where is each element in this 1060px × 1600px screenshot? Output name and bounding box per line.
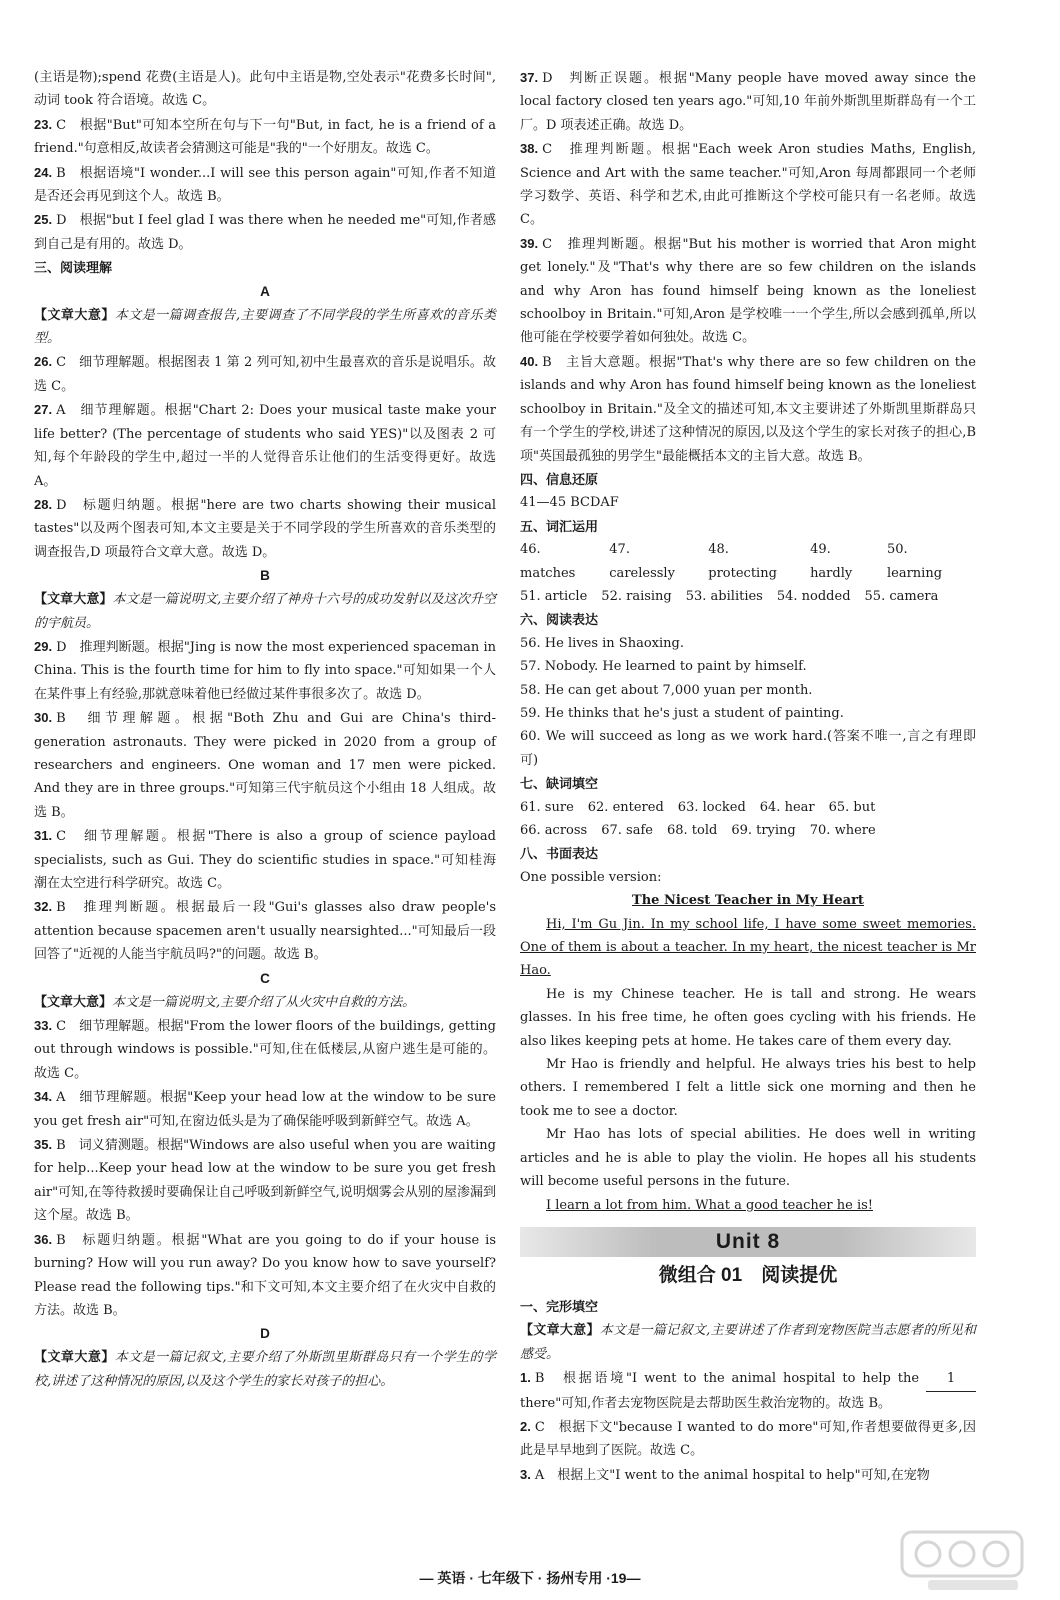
cloze-answers-row: 61. sure 62. entered 63. locked 64. hear 65. but <box>520 799 876 815</box>
reading-answer: 57. Nobody. He learned to paint by himself. <box>520 659 807 675</box>
passage-summary: 【文章大意】本文是一篇说明文,主要介绍了神舟十六号的成功发射以及这次升空的宇航员。 <box>34 591 496 631</box>
essay-paragraph: Hi, I'm Gu Jin. In my school life, I have some sweet memories. One of them is about a teacher. In my heart, the nicest teacher is Mr Hao. <box>520 916 976 979</box>
watermark-logo-icon <box>898 1524 1038 1594</box>
answer-item: 33. C 细节理解题。根据"From the lower floors of the buildings, getting out through windows is possible."可知,住在低楼层,从窗户逃生是可能的。故选 C。 <box>34 1018 496 1081</box>
reading-answer: 56. He lives in Shaoxing. <box>520 635 684 651</box>
answer-item: 28. D 标题归纳题。根据"here are two charts showing their musical tastes"以及两个图表可知,本文主要是关于不同学段的学生所喜欢的音乐类型的调查报告,D 项最符合文章大意。故选 D。 <box>34 496 496 560</box>
answer-item: 35. B 词义猜测题。根据"Windows are also useful when you are waiting for help...Keep your head low at the window to be sure you get fresh air"可知,在等待救援时要确保让自己呼吸到新鲜空气,说明烟雾会从别的屋渗漏到这个屋。故选 B。 <box>34 1137 496 1224</box>
right-column <box>520 66 976 1487</box>
passage-label: D <box>260 1326 270 1342</box>
answer-item: 34. A 细节理解题。根据"Keep your head low at the window to be sure you get fresh air"可知,在窗边低头是为了确保能呼吸到新鲜空气。故选 A。 <box>34 1089 496 1129</box>
section-heading: 四、信息还原 <box>520 471 599 487</box>
essay-paragraph: Mr Hao is friendly and helpful. He always tries his best to help others. I remembered I felt a little sick one morning and then he took me to see a doctor. <box>520 1057 976 1119</box>
answer-item: 3. A 根据上文"I went to the animal hospital to help"可知,在宠物 <box>520 1466 930 1483</box>
passage-label: B <box>260 568 270 584</box>
passage-label: C <box>260 970 270 986</box>
passage-summary: 【文章大意】本文是一篇说明文,主要介绍了从火灾中自救的方法。 <box>34 993 416 1010</box>
essay-title: The Nicest Teacher in My Heart <box>632 893 864 909</box>
answer-item: 24. B 根据语境"I wonder...I will see this person again"可知,作者不知道是否还会再见到这个人。故选 B。 <box>34 164 496 205</box>
answer-item: 31. C 细节理解题。根据"There is also a group of science payload specialists, such as Gui. They do scientific studies in space."可知桂海潮在太空进行科学研究。故选 C。 <box>34 828 496 891</box>
unit-title: Unit 8 <box>715 1229 781 1253</box>
passage-label: A <box>260 283 270 299</box>
essay-paragraph: Mr Hao has lots of special abilities. He does well in writing articles and he is able to play the violin. He hopes all his students will become useful persons in the future. <box>520 1127 976 1190</box>
group-title: 微组合 01 阅读提优 <box>658 1264 838 1286</box>
page-footer: — 英语 · 七年级下 · 扬州专用 ·19— <box>419 1570 641 1586</box>
answer-item: 29. D 推理判断题。根据"Jing is now the most experienced spaceman in China. This is the fourth time for him to fly into space."可知如果一个人在某件事上有经验,那就意味着他已经做过某件事很多次了。故选 D。 <box>34 638 496 702</box>
blank-number: 1 <box>926 1367 976 1391</box>
answer-item: 26. C 细节理解题。根据图表 1 第 2 列可知,初中生最喜欢的音乐是说唱乐。故选 C。 <box>34 354 496 394</box>
cloze-answers-row: 66. across 67. safe 68. told 69. trying 70. where <box>520 823 876 838</box>
answer-item: 30. B 细节理解题。根据"Both Zhu and Gui are China's third-generation astronauts. They were picked in 2020 from a group of researchers and engineers. One woman and 17 men were picked. And they are in three groups."可知第三代宇航员这个小组由 18 人组成。故选 B。 <box>34 710 496 820</box>
answer-item: 2. C 根据下文"because I wanted to do more"可知,作者想要做得更多,因此是早早地到了医院。故选 C。 <box>520 1418 976 1459</box>
answer-item: 1. B 根据语境"I went to the animal hospital to help the 1 there"可知,作者去宠物医院是去帮助医生救治宠物的。故选 B。 <box>520 1366 976 1415</box>
reading-answer: 60. We will succeed as long as we work hard.(答案不唯一,言之有理即可) <box>520 729 976 768</box>
answer-item: 39. C 推理判断题。根据"But his mother is worried that Aron might get lonely."及"That's why there are so few children on the islands and why Aron has found himself being known as the loneliest schoolboy in Britain."可知,Aron 是学校唯一一个学生,所以会感到孤单,所以他可能在学校要学着如何独处。故选 C。 <box>520 235 976 346</box>
section-heading: 八、书面表达 <box>520 846 599 862</box>
section-heading: 五、词汇运用 <box>520 518 599 534</box>
answer-item: 25. D 根据"but I feel glad I was there when he needed me"可知,作者感到自己是有用的。故选 D。 <box>34 212 496 252</box>
section-heading: 一、完形填空 <box>520 1298 599 1314</box>
essay-paragraph: I learn a lot from him. What a good teacher he is! <box>546 1197 874 1213</box>
carryover-paragraph: (主语是物);spend 花费(主语是人)。此句中主语是物,空处表示"花费多长时间",动词 took 符合语境。故选 C。 <box>34 70 496 109</box>
answer-item: 27. A 细节理解题。根据"Chart 2: Does your musical taste make your life better? (The percentage of students who said YES)"以及图表 2 可知,每个年龄段的学生中,超过一半的人觉得音乐让他们的生活变得更好。故选 A。 <box>34 402 496 489</box>
passage-summary: 【文章大意】本文是一篇调查报告,主要调查了不同学段的学生所喜欢的音乐类型。 <box>34 306 496 347</box>
passage-summary: 【文章大意】本文是一篇记叙文,主要讲述了作者到宠物医院当志愿者的所见和感受。 <box>520 1322 976 1362</box>
vocab-answers-row: 46. matches 47. carelessly 48. protecting 49. hardly 50. learning <box>520 542 943 581</box>
section-heading: 三、阅读理解 <box>34 260 113 276</box>
reading-answer: 58. He can get about 7,000 yuan per month. <box>520 682 813 698</box>
answer-item: 40. B 主旨大意题。根据"That's why there are so few children on the islands and why Aron has found himself being known as the loneliest schoolboy in Britain."及全文的描述可知,本文主要讲述了外斯凯里斯群岛只有一个学生的学校,讲述了这种情况的原因,以及这个学生的家长对孩子的担心,B 项"英国最孤独的男学生"最能概括本文的主旨大意。故选 B。 <box>520 353 976 464</box>
answer-line: 41—45 BCDAF <box>520 495 619 511</box>
section-heading: 六、阅读表达 <box>520 612 599 628</box>
passage-summary: 【文章大意】本文是一篇记叙文,主要介绍了外斯凯里斯群岛只有一个学生的学校,讲述了这种情况的原因,以及这个学生的家长对孩子的担心。 <box>34 1349 496 1389</box>
answer-item: 23. C 根据"But"可知本空所在句与下一句"But, in fact, he is a friend of a friend."句意相反,故读者会猜测这可能是"我的"一个好朋友。故选 C。 <box>34 116 496 157</box>
left-column <box>34 66 496 1393</box>
essay-paragraph: He is my Chinese teacher. He is tall and strong. He wears glasses. In his free time, he often goes cycling with his friends. He also likes keeping pets at home. He takes care of them every day. <box>520 986 976 1049</box>
answer-item: 38. C 推理判断题。根据"Each week Aron studies Maths, English, Science and Art with the same teacher."可知,Aron 每周都跟同一个老师学习数学、英语、科学和艺术,由此可推断这个学校可能只有一名老师。故选 C。 <box>520 141 976 228</box>
answer-item: 32. B 推理判断题。根据最后一段"Gui's glasses also draw people's attention because spacemen aren't usually nearsighted..."可知最后一段回答了"近视的人能当宇航员吗?"的问题。故选 B。 <box>34 899 496 963</box>
vocab-answers-row: 51. article 52. raising 53. abilities 54. nodded 55. camera <box>520 588 939 604</box>
version-label: One possible version: <box>520 869 662 885</box>
answer-item: 37. D 判断正误题。根据"Many people have moved away since the local factory closed ten years ago."可知,10 年前外斯凯里斯群岛有一个工厂。D 项表述正确。故选 D。 <box>520 70 976 133</box>
answer-item: 36. B 标题归纳题。根据"What are you going to do if your house is burning? How will you run away? Do you know how to save yourself? Please read the following tips."和下文可知,本文主要介绍了在火灾中自救的方法。故选 B。 <box>34 1231 496 1318</box>
unit-banner <box>520 1227 976 1257</box>
section-heading: 七、缺词填空 <box>520 776 599 792</box>
reading-answer: 59. He thinks that he's just a student of painting. <box>520 705 844 721</box>
